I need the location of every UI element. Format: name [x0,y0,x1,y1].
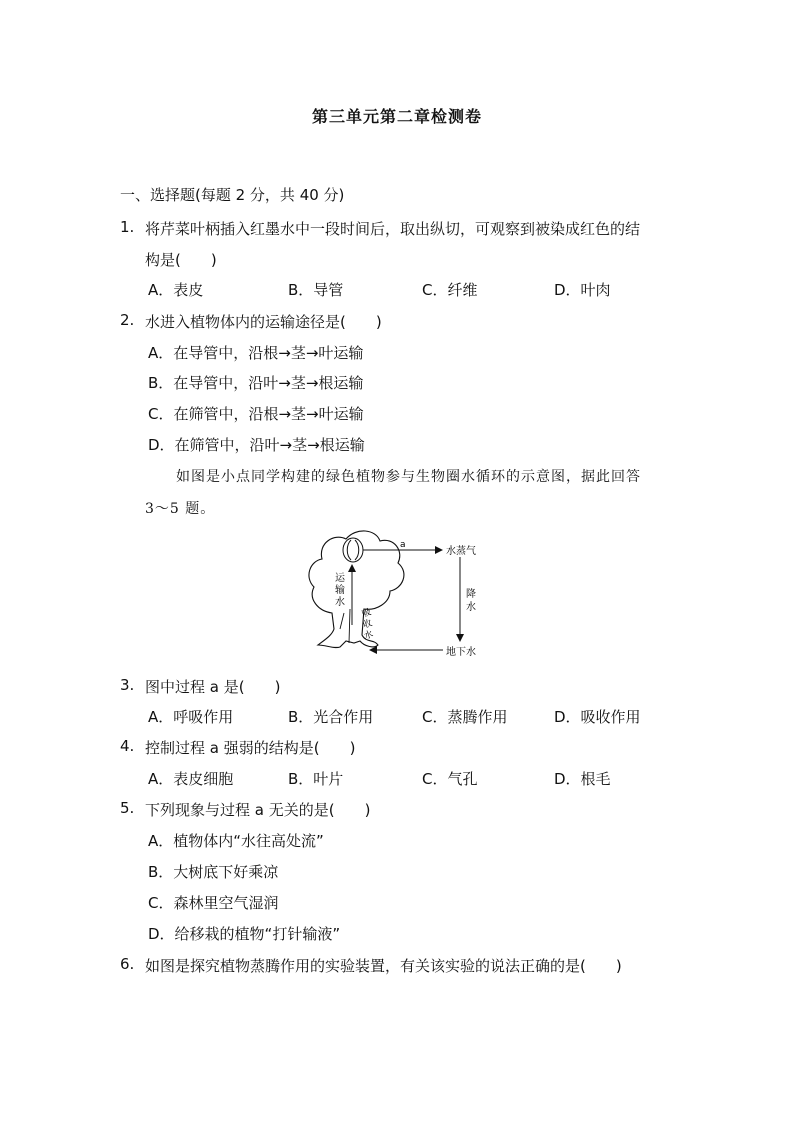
q3-option-a: A．呼吸作用 [148,708,234,726]
label-transport-2: 输 [335,585,345,596]
q5-option-a: A．植物体内“水往高处流” [148,832,324,850]
q1-option-a: A．表皮 [148,281,204,299]
label-absorb-1: 吸 [360,607,373,621]
label-rain-2: 水 [466,602,476,613]
label-transport-3: 水 [335,597,345,608]
q4-text: 控制过程 a 强弱的结构是( ) [145,739,356,757]
q5-option-c: C．森林里空气湿润 [148,894,279,912]
q1-option-d: D．叶肉 [554,281,611,299]
q3-number: 3. [120,676,135,694]
q2-option-d: D．在筛管中，沿叶→茎→根运输 [148,436,365,454]
q3-option-d: D．吸收作用 [554,708,641,726]
intro-text: 如图是小点同学构建的绿色植物参与生物圈水循环的示意图，据此回答 [176,469,641,485]
q4-option-c: C．气孔 [422,770,478,788]
q5-text: 下列现象与过程 a 无关的是( ) [145,801,371,819]
q6-text: 如图是探究植物蒸腾作用的实验装置，有关该实验的说法正确的是( ) [145,957,622,975]
q5-number: 5. [120,799,135,817]
q3-text: 图中过程 a 是( ) [145,678,281,696]
intro-text-cont: 3～5 题。 [145,501,216,517]
q2-option-a: A．在导管中，沿根→茎→叶运输 [148,344,364,362]
q5-option-d: D．给移栽的植物“打针输液” [148,925,341,943]
leaf-stoma [343,538,363,562]
page-title: 第三单元第二章检测卷 [311,107,482,126]
label-rain-1: 降 [466,589,476,600]
q1-option-b: B．导管 [288,281,344,299]
q4-number: 4. [120,737,135,755]
q4-option-a: A．表皮细胞 [148,770,234,788]
label-vapor: 水蒸气 [446,546,476,557]
label-a: a [400,540,406,550]
label-ground: 地下水 [446,647,476,658]
label-absorb-3: 水 [362,629,375,643]
q4-option-b: B．叶片 [288,770,344,788]
q2-number: 2. [120,311,135,329]
q1-text-cont: 构是( ) [145,251,217,269]
q3-option-c: C．蒸腾作用 [422,708,508,726]
tree-outline [309,531,404,648]
q3-option-b: B．光合作用 [288,708,374,726]
q1-text: 将芹菜叶柄插入红墨水中一段时间后，取出纵切，可观察到被染成红色的结 [145,220,641,238]
q4-option-d: D．根毛 [554,770,611,788]
label-transport-1: 运 [335,573,345,584]
label-absorb-2: 收 [361,618,374,632]
water-cycle-figure [300,525,500,663]
q6-number: 6. [120,955,135,973]
q1-option-c: C．纤维 [422,281,478,299]
q2-option-c: C．在筛管中，沿根→茎→叶运输 [148,405,364,423]
section-heading: 一、选择题(每题 2 分，共 40 分) [120,186,345,204]
q2-text: 水进入植物体内的运输途径是( ) [145,313,382,331]
q2-option-b: B．在导管中，沿叶→茎→根运输 [148,374,364,392]
q5-option-b: B．大树底下好乘凉 [148,863,279,881]
q1-number: 1. [120,218,135,236]
